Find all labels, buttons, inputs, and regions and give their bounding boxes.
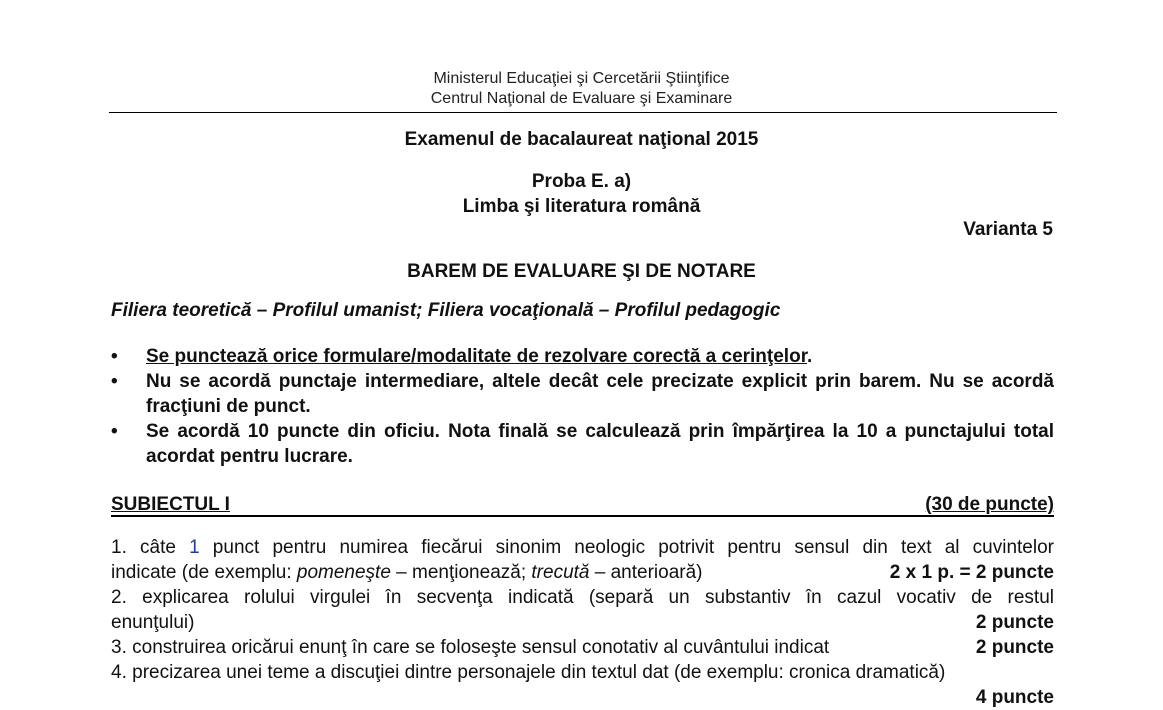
item-points: 4 puncte: [975, 687, 1054, 708]
item-1-line-2: [111, 560, 1054, 585]
ministry-header: Ministerul Educaţiei şi Cercetării Ştiinţifice: [433, 70, 730, 87]
instruction-text: Nu se acordă punctaje intermediare, altele decât cele precizate explicit prin barem. Nu se acordă fracţiuni de punct.: [146, 371, 1054, 417]
item-text: enunţului): [111, 612, 195, 633]
item-1-line-1: [111, 535, 1054, 560]
item-3-line: [111, 635, 1054, 660]
scoring-items: [111, 535, 1054, 710]
instruction-period: .: [807, 346, 813, 367]
instruction-item: [111, 419, 1054, 469]
item-text: 3. construirea oricărui enunţ în care se foloseşte sensul conotativ al cuvântului indicat: [111, 637, 830, 658]
barem-title: BAREM DE EVALUARE ŞI DE NOTARE: [407, 261, 756, 282]
bullet-icon: •: [111, 346, 118, 367]
filiera-line: Filiera teoretică – Profilul umanist; Filiera vocaţională – Profilul pedagogic: [111, 300, 781, 321]
example-word: trecută: [531, 562, 590, 583]
section-points: (30 de puncte): [925, 494, 1054, 515]
item-2-line-2: [111, 610, 1054, 635]
example-word: pomeneşte: [296, 562, 391, 583]
exam-title: Examenul de bacalaureat naţional 2015: [404, 129, 759, 150]
item-text: punct pentru numirea fiecărui sinonim neologic potrivit pentru sensul din text al cuvintelor: [199, 537, 1054, 558]
header-rule: [109, 112, 1057, 113]
item-text: – anterioară): [589, 562, 703, 583]
center-header: Centrul Naţional de Evaluare şi Examinare: [430, 90, 733, 107]
section-title: SUBIECTUL I: [111, 494, 230, 515]
bullet-icon: •: [111, 371, 118, 392]
item-text: indicate (de exemplu:: [111, 562, 297, 583]
item-4-points-line: [111, 685, 1054, 710]
instruction-item: [111, 344, 1054, 369]
item-4-line: [111, 660, 1054, 685]
item-points: 2 puncte: [975, 637, 1054, 658]
item-number: 1: [189, 537, 200, 558]
item-text: 4. precizarea unei teme a discuţiei dintre personajele din textul dat (de exemplu: cronica dramatică): [111, 662, 946, 683]
item-text: 2. explicarea rolului virgulei în secvenţa indicată (separă un substantiv în cazul vocativ de restul: [111, 587, 1054, 608]
item-text: 1. câte: [111, 537, 190, 558]
item-points: 2 x 1 p. = 2 puncte: [889, 562, 1054, 583]
instruction-item: [111, 369, 1054, 419]
variant-label: Varianta 5: [963, 219, 1053, 240]
item-2-line-1: [111, 585, 1054, 610]
item-text: – menţionează;: [390, 562, 532, 583]
proba-label: Proba E. a): [531, 171, 632, 192]
bullet-icon: •: [111, 421, 118, 442]
instruction-text: Se acordă 10 puncte din oficiu. Nota finală se calculează prin împărţirea la 10 a punctajului total acordat pentru lucrare.: [146, 421, 1054, 467]
instruction-text: Se punctează orice formulare/modalitate de rezolvare corectă a cerinţelor: [146, 346, 808, 367]
subject-label: Limba şi literatura română: [462, 196, 701, 217]
section-rule: [111, 515, 1054, 517]
item-points: 2 puncte: [975, 612, 1054, 633]
instructions-list: [111, 344, 1054, 469]
